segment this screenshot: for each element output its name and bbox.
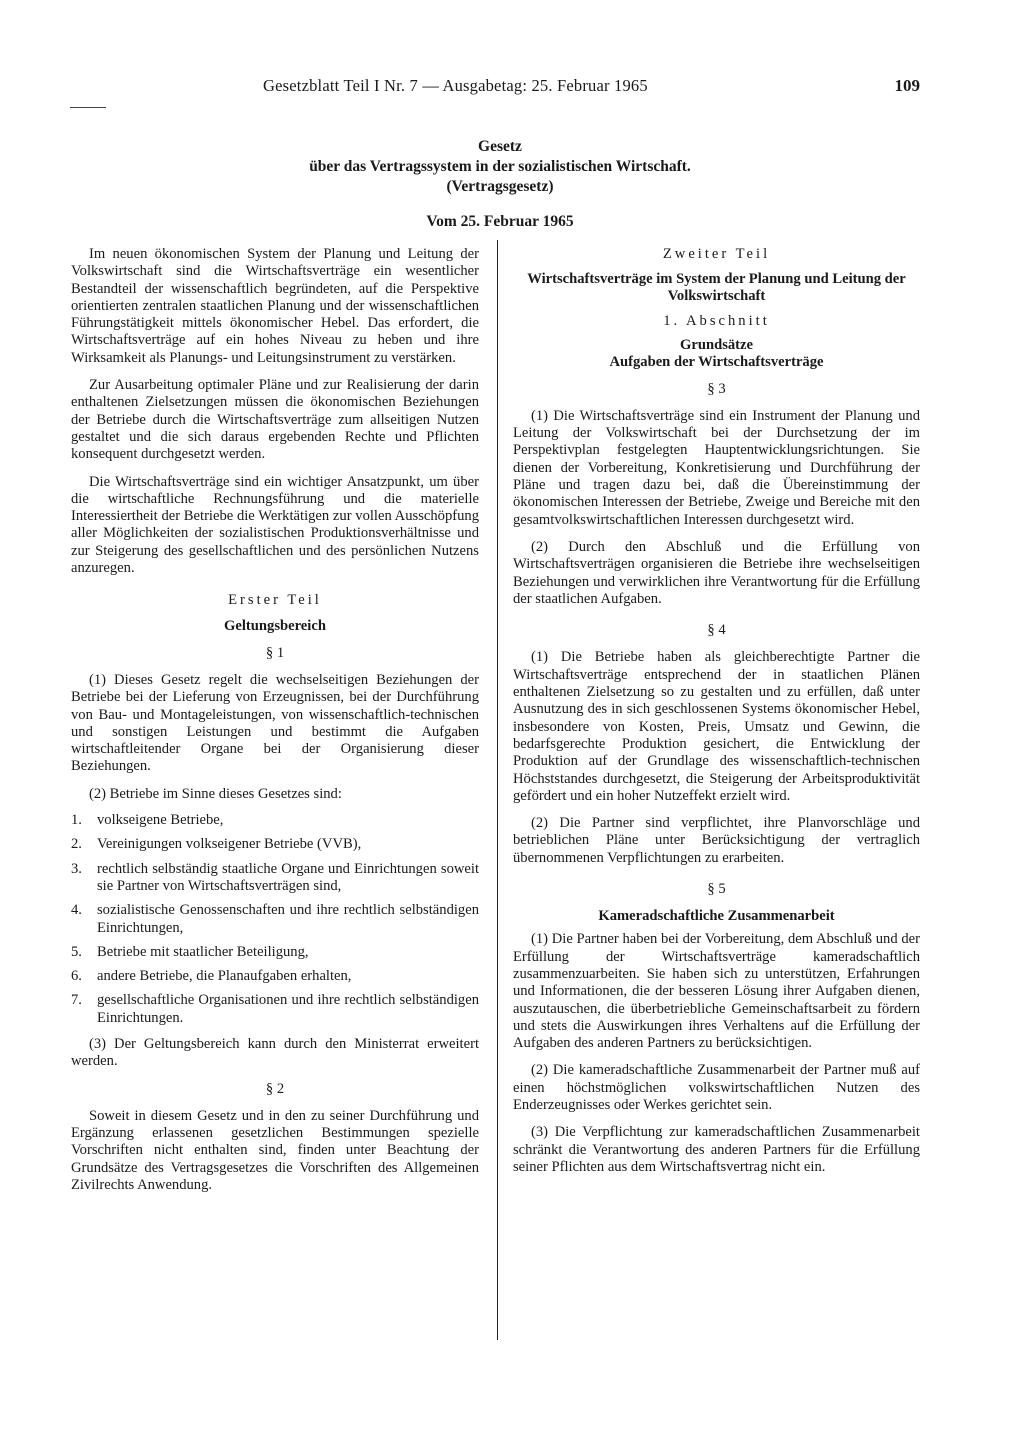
list-item	[71, 861, 479, 896]
list-item	[71, 836, 479, 853]
list-item-number: 7.	[71, 992, 82, 1009]
section-5-heading: Kameradschaftliche Zusammenarbeit	[598, 908, 835, 925]
list-item	[71, 992, 479, 1027]
list-item-text: andere Betriebe, die Planaufgaben erhalten,	[97, 968, 352, 985]
preamble-paragraph: Im neuen ökonomischen System der Planung und Leitung der Volkswirtschaft sind die Wirtschaftsverträge ein wesentlicher Bestandteil der wissenschaftlich begründeten, auf die Perspektive orientierten zentralen staatlichen Planung und der wissenschaftlichen Führungstätigkeit mittels ökonomischer Hebel. Das erfordert, die Wirtschaftsverträge auf ein hohes Niveau zu heben und ihre Wirksamkeit als Planungs- und Leitungsinstrument zu verstärken.	[71, 246, 479, 366]
section-1-paragraph-3: (3) Der Geltungsbereich kann durch den Ministerrat erweitert werden.	[71, 1035, 479, 1070]
section-1-label: § 1	[265, 644, 285, 661]
page-header	[100, 76, 924, 100]
law-title-block	[0, 137, 1000, 197]
section-4-label: § 4	[707, 622, 726, 639]
left-column	[71, 246, 479, 1194]
section-1-paragraph-1: (1) Dieses Gesetz regelt die wechselseitigen Beziehungen der Betriebe bei der Lieferung von Erzeugnissen, bei der Durchführung von Bau- und Montageleistungen, von wissenschaftlich-technischen und sonstigen Leistungen und bestimmt die Aufgaben wirtschaftleitender Organe bei der Organisierung dieser Beziehungen.	[71, 671, 479, 775]
list-item-text: gesellschaftliche Organisationen und ihre rechtlich selbständigen Einrichtungen.	[97, 992, 479, 1026]
preamble-paragraph: Zur Ausarbeitung optimaler Pläne und zur Realisierung der darin enthaltenen Zielsetzungen müssen die ökonomischen Beziehungen der Betriebe durch die Wirtschaftsverträge zum allseitigen Nutzen gestaltet und die sich daraus ergebenden Rechte und Pflichten konsequent durchgesetzt werden.	[71, 377, 479, 463]
list-item-text: rechtlich selbständig staatliche Organe und Einrichtungen soweit sie Partner von Wirtschaftsverträgen sind,	[97, 860, 479, 894]
chapter-label: 1. Abschnitt	[663, 313, 770, 330]
list-item-number: 3.	[71, 860, 82, 877]
list-item-text: Betriebe mit staatlicher Beteiligung,	[97, 943, 309, 960]
section-3-paragraph-1: (1) Die Wirtschaftsverträge sind ein Instrument der Planung und Leitung der Volkswirtschaft bei der Durchsetzung der im Perspektivplan festgelegten Hauptentwicklungsrichtungen. Sie dienen der Vorbereitung, Konkretisierung und Durchführung der Pläne und tragen dazu bei, daß die Übereinstimmung der ökonomischen Interessen der Betriebe, Zweige und Bereiche mit den gesamtvolkswirtschaftlichen Interessen durchgesetzt wird.	[513, 407, 920, 528]
section-5-paragraph-2: (2) Die kameradschaftliche Zusammenarbeit der Partner muß auf einen höchstmöglichen volkswirtschaftlichen Nutzen des Enderzeugnisses oder Werkes gerichtet sein.	[513, 1062, 920, 1113]
list-item-text: sozialistische Genossenschaften und ihre rechtlich selbständigen Einrichtungen,	[97, 902, 479, 936]
part-heading-wirtschaftsvertraege: Wirtschaftsverträge im System der Planung und Leitung der Volkswirtschaft	[527, 271, 906, 305]
list-item-text: Vereinigungen volkseigener Betriebe (VVB),	[97, 836, 362, 853]
section-2-label: § 2	[265, 1080, 285, 1097]
chapter-heading-aufgaben: Aufgaben der Wirtschaftsverträge	[609, 353, 824, 370]
chapter-heading-grundsaetze: Grundsätze	[680, 336, 753, 353]
law-title-gesetz: Gesetz	[478, 138, 522, 155]
list-item	[71, 812, 479, 829]
part-label-zweiter-teil: Zweiter Teil	[662, 246, 771, 262]
part-label-erster-teil: Erster Teil	[228, 592, 322, 609]
section-4-paragraph-1: (1) Die Betriebe haben als gleichberechtigte Partner die Wirtschaftsverträge entsprechend der in staatlichen Plänen enthaltenen Zielsetzung so zu gestalten und zu erfüllen, daß unter Ausnutzung des in sich geschlossenen Systems ökonomischer Hebel, insbesondere von Kosten, Preis, Umsatz und Gewinn, die bedarfsgerechte Produktion gesichert, die Entwicklung der Produktion auf der Grundlage des wissenschaftlich-technischen Höchststandes durchgesetzt, die Steigerung der Arbeitsproduktivität gefördert und ein hoher Nutzeffekt erzielt wird.	[513, 649, 920, 804]
list-item-number: 6.	[71, 968, 82, 985]
running-title: Gesetzblatt Teil I Nr. 7 — Ausgabetag: 25. Februar 1965	[263, 76, 648, 95]
list-item-number: 4.	[71, 902, 82, 919]
law-title-short: (Vertragsgesetz)	[446, 178, 554, 195]
section-5-label: § 5	[707, 881, 726, 898]
list-item-number: 2.	[71, 836, 82, 853]
section-3-paragraph-2: (2) Durch den Abschluß und die Erfüllung von Wirtschaftsverträgen organisieren die Betriebe ihre wechselseitigen Beziehungen und verwirklichen ihre Verantwortung für die Erfüllung der staatlichen Aufgaben.	[513, 538, 920, 607]
list-item	[71, 968, 479, 985]
list-item	[71, 902, 479, 937]
right-column	[513, 246, 920, 1176]
list-item	[71, 944, 479, 961]
section-3-label: § 3	[707, 380, 726, 397]
preamble-paragraph: Die Wirtschaftsverträge sind ein wichtiger Ansatzpunkt, um über die wirtschaftliche Rechnungsführung und die materielle Interessiertheit der Betriebe die Werktätigen zur vollen Ausschöpfung aller Möglichkeiten der sozialistischen Produktionsverhältnisse und zur Steigerung des gesellschaftlichen und des persönlichen Nutzens anzuregen.	[71, 473, 479, 577]
list-item-text: volkseigene Betriebe,	[97, 812, 224, 829]
list-item-number: 5.	[71, 943, 82, 960]
section-5-paragraph-3: (3) Die Verpflichtung zur kameradschaftlichen Zusammenarbeit schränkt die Verantwortung des anderen Partners für die Erfüllung seiner Pflichten aus dem Wirtschaftsvertrag nicht ein.	[513, 1124, 920, 1175]
column-divider	[497, 240, 498, 1340]
section-1-paragraph-2: (2) Betriebe im Sinne dieses Gesetzes sind:	[89, 785, 342, 802]
betriebe-list	[71, 812, 479, 1027]
part-heading-geltungsbereich: Geltungsbereich	[224, 617, 326, 634]
section-5-paragraph-1: (1) Die Partner haben bei der Vorbereitung, dem Abschluß und der Erfüllung der Wirtschaftsverträge kameradschaftlich zusammenzuarbeiten. Sie haben sich zu unterstützen, Erfahrungen und Informationen, die der besseren Lösung ihrer Aufgaben dienen, auszutauschen, die überbetriebliche Gemeinschaftsarbeit zu fördern und stets die Auswirkungen ihres Verhaltens auf die Erfüllung der Aufgaben des anderen Partners zu berücksichtigen.	[513, 931, 920, 1052]
list-item-number: 1.	[71, 812, 82, 829]
section-2-paragraph: Soweit in diesem Gesetz und in den zu seiner Durchführung und Ergänzung erlassenen gesetzlichen Bestimmungen spezielle Vorschriften nicht enthalten sind, finden unter Beachtung der Grundsätze des Vertragsgesetzes die Vorschriften des Allgemeinen Zivilrechts Anwendung.	[71, 1107, 479, 1194]
header-rule	[70, 107, 106, 108]
section-4-paragraph-2: (2) Die Partner sind verpflichtet, ihre Planvorschläge und betrieblichen Pläne unter Berücksichtigung der vertraglich übernommenen Verpflichtungen zu erarbeiten.	[513, 815, 920, 866]
law-date: Vom 25. Februar 1965	[426, 213, 574, 230]
page-number: 109	[894, 76, 920, 95]
law-title-subject: über das Vertragssystem in der sozialistischen Wirtschaft.	[309, 158, 691, 175]
